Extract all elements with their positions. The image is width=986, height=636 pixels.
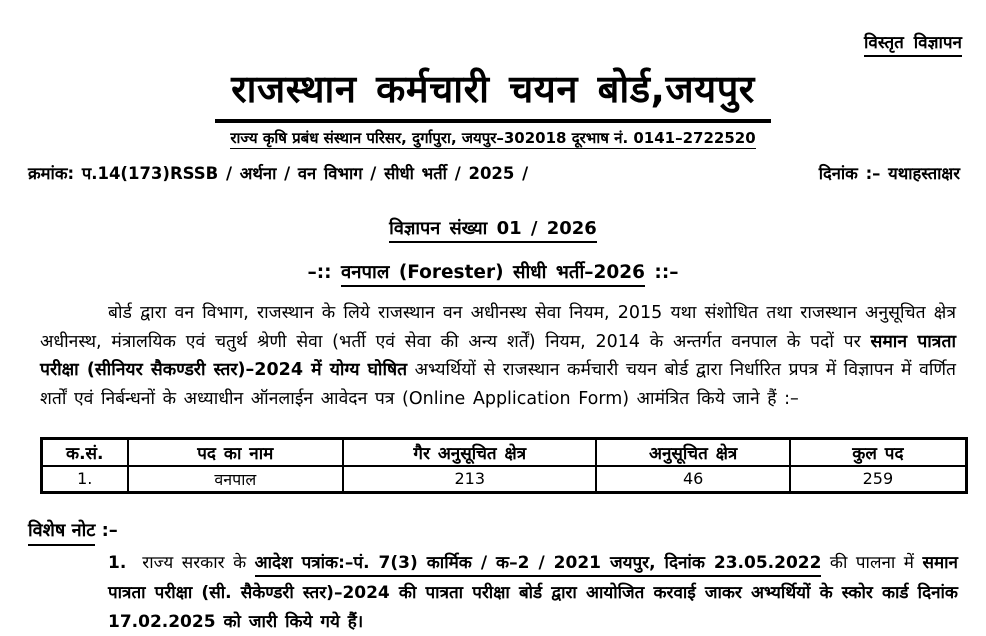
- advertisement-number: विज्ञापन संख्या 01 / 2026: [389, 218, 597, 243]
- note-item-number: 1.: [108, 553, 127, 573]
- intro-text-2: अभ्यर्थियों से राजस्थान कर्मचारी चयन बोर्ड द्वारा निर्धारित प्रपत्र में विज्ञापन में वर्णित शर्तों एवं निर्बन्धनों के अध्याधीन ऑनलाईन आवेदन पत्र (Online Application Form) आमंत्रित किये जाने हैं :–: [40, 360, 956, 409]
- heading-prefix: –::: [307, 262, 341, 283]
- special-note-suffix: :–: [95, 520, 118, 541]
- note-text-1: राज्य सरकार के: [142, 553, 255, 573]
- note-text-2: की पालना में: [821, 553, 923, 573]
- page-title: राजस्थान कर्मचारी चयन बोर्ड,जयपुर: [215, 62, 771, 123]
- date-label: दिनांक :– यथाहस्ताक्षर: [818, 164, 960, 183]
- header-scheduled-area: अनुसूचित क्षेत्र: [596, 439, 789, 466]
- table-header-row: [42, 439, 967, 466]
- special-note-heading: [28, 518, 118, 542]
- intro-bold-eligibility: समान पात्रता परीक्षा (सीनियर सैकण्डरी स्तर)–2024 में योग्य घोषित: [40, 331, 956, 381]
- vacancy-table: [40, 437, 968, 494]
- advertisement-number-wrap: [0, 216, 986, 240]
- note-bold-exam-info: समान पात्रता परीक्षा (सी. सैकेण्डरी स्तर)–2024 की पात्रता परीक्षा बोर्ड द्वारा आयोजित करवाई जाकर अभ्यर्थियों के स्कोर कार्ड दिनांक 17.02.2025 को जारी किये गये हैं।: [108, 553, 958, 632]
- reference-number: क्रमांक: प.14(173)RSSB / अर्थना / वन विभाग / सीधी भर्ती / 2025 /: [28, 164, 529, 183]
- header-total-posts: कुल पद: [790, 439, 967, 466]
- special-note-title: विशेष नोट: [28, 520, 95, 546]
- detailed-advertisement-label: विस्तृत विज्ञापन: [864, 30, 962, 57]
- cell-post-name: वनपाल: [128, 466, 344, 493]
- note-order-reference: आदेश पत्रांक:–पं. 7(3) कार्मिक / क–2 / 2021 जयपुर, दिनांक 23.05.2022: [255, 553, 822, 577]
- special-note-item-1: [108, 549, 958, 636]
- intro-text-1: बोर्ड द्वारा वन विभाग, राजस्थान के लिये राजस्थान वन अधीनस्थ सेवा नियम, 2015 यथा संशोधित तथा राजस्थान अनुसूचित क्षेत्र अधीनस्थ, मंत्रालयिक एवं चतुर्थ श्रेणी सेवा (भर्ती एवं सेवा की अन्य शर्तें) नियम, 2014 के अन्तर्गत वनपाल के पदों पर: [40, 303, 956, 352]
- board-address: राज्य कृषि प्रबंध संस्थान परिसर, दुर्गापुरा, जयपुर–302018 दूरभाष नं. 0141–2722520: [230, 129, 756, 147]
- header-non-scheduled-area: गैर अनुसूचित क्षेत्र: [343, 439, 596, 466]
- reference-row: [28, 161, 960, 184]
- header-serial-no: क.सं.: [42, 439, 128, 466]
- header: [0, 62, 986, 123]
- header-post-name: पद का नाम: [128, 439, 344, 466]
- intro-paragraph: [40, 299, 956, 413]
- cell-scheduled-area: 46: [596, 466, 789, 493]
- recruitment-title: वनपाल (Forester) सीधी भर्ती–2026: [341, 262, 645, 287]
- table-row: [42, 466, 967, 493]
- cell-non-scheduled-area: 213: [343, 466, 596, 493]
- heading-suffix: ::–: [644, 262, 679, 283]
- cell-serial-no: 1.: [42, 466, 128, 493]
- address-line-wrap: [0, 128, 986, 148]
- cell-total-posts: 259: [790, 466, 967, 493]
- recruitment-heading: [0, 259, 986, 284]
